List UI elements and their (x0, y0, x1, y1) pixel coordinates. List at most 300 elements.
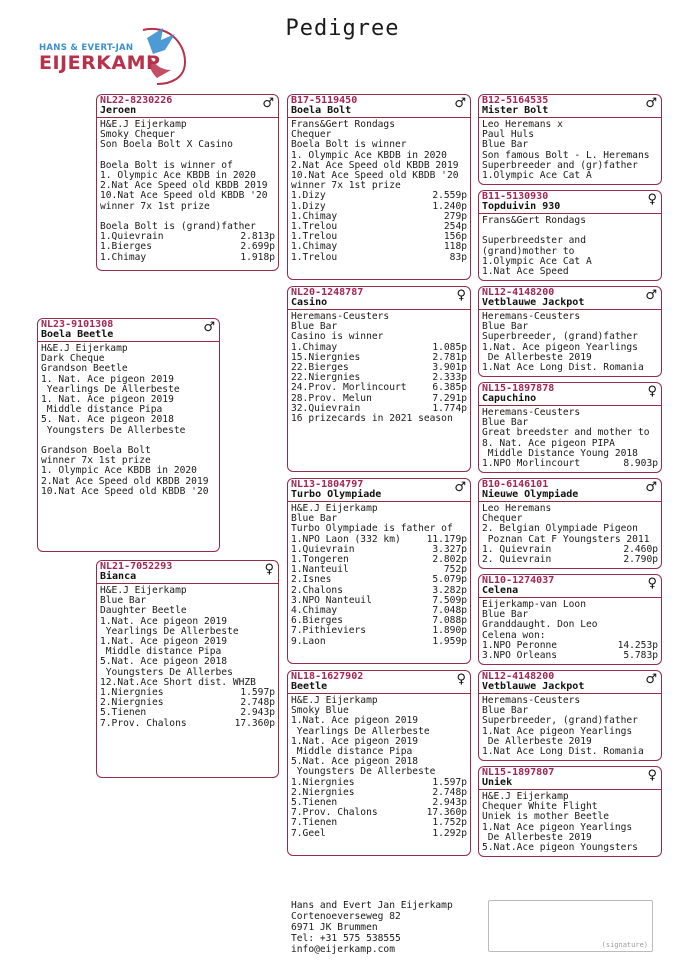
info-text: Frans&Gert Rondags (291, 119, 395, 130)
logo-line2: EIJERKAMP (39, 52, 161, 74)
info-value: 2.943p (240, 707, 275, 719)
info-text: Grandson Boela Bolt (41, 445, 151, 457)
pigeon-name: Casino (291, 297, 328, 308)
logo-line1: HANS & EVERT-JAN (39, 43, 134, 53)
info-text: 1.Dizy (291, 190, 326, 202)
info-text: Heremans-Ceusters (482, 311, 581, 322)
info-text: 1. Nat. Ace pigeon 2019 (41, 394, 174, 406)
info-text: H&E.J Eijerkamp (100, 585, 187, 596)
info-line (482, 363, 658, 373)
info-text: 1. Olympic Ace KBDB in 2020 (100, 170, 256, 181)
female-symbol-icon: ♀ (647, 192, 657, 207)
card-header (38, 319, 219, 342)
female-symbol-icon: ♀ (647, 576, 657, 591)
pedigree-card-fm (287, 286, 471, 472)
info-line (291, 637, 467, 647)
info-text: 2. Belgian Olympiade Pigeon (482, 523, 638, 535)
info-line (100, 253, 275, 263)
pedigree-card-fff (478, 94, 662, 185)
card-body (479, 502, 661, 565)
info-text: Poznan Cat F Youngsters 2011 (482, 533, 650, 545)
ring-number: NL22-8230226 (100, 95, 173, 106)
info-value: 14.253p (617, 639, 658, 651)
info-text: 10.Nat Ace Speed old KBDB '20 (100, 190, 268, 202)
info-text: 1.Trelou (291, 231, 338, 243)
info-text: 1.Trelou (291, 251, 338, 263)
ring-number: NL15-1897878 (482, 383, 555, 394)
info-value: 2.781p (432, 351, 467, 363)
card-body (479, 310, 661, 373)
info-text: Son Boela Bolt X Casino (100, 139, 233, 151)
info-text: 1.Niergnies (291, 776, 355, 788)
info-text: 32.Quievrain (291, 402, 361, 414)
info-text: De Allerbeste 2019 (482, 831, 592, 843)
address-street: Cortenoeverseweg 82 (291, 911, 401, 922)
pedigree-card-mff (478, 478, 662, 569)
info-value: 3.282p (432, 584, 467, 596)
info-text: Blue Bar (100, 595, 147, 607)
info-text: Superbreeder, (grand)father (482, 715, 638, 727)
info-text: Middle distance Pipa (41, 404, 163, 416)
info-value: 5.079p (432, 574, 467, 586)
info-value: 1.292p (432, 827, 467, 839)
info-line (482, 459, 658, 469)
info-text: 1.Niergnies (100, 687, 164, 699)
info-text: 8. Nat. Ace pigeon PIPA (482, 437, 615, 449)
ring-number: NL12-4148200 (482, 287, 555, 298)
info-text: 5.Nat. Ace pigeon 2018 (100, 656, 228, 668)
info-text: Superbreeder and (gr)father (482, 159, 638, 171)
info-text: Casino is winner (291, 331, 384, 343)
info-text: Yearlings De Allerbeste (291, 725, 430, 737)
info-value: 1.752p (432, 817, 467, 829)
info-value: 2.748p (240, 697, 275, 709)
ring-number: B11-5130930 (482, 191, 549, 202)
info-value: 3.327p (432, 543, 467, 555)
info-text: Middle distance Pipa (291, 746, 413, 758)
info-text: Youngsters De Allerbeste (41, 424, 186, 436)
info-text: Blue Bar (291, 513, 338, 525)
breeder-address (291, 900, 453, 955)
info-line (482, 171, 658, 181)
pedigree-card-subject (37, 318, 220, 552)
info-text: Blue Bar (482, 321, 529, 333)
page-title: Pedigree (285, 16, 400, 41)
info-text: 1.Nat Ace Speed (482, 266, 569, 277)
info-text: 1.Quievrain (100, 231, 164, 243)
info-text: 1.NPO Peronne (482, 639, 558, 651)
info-value: 254p (443, 221, 467, 233)
info-text: 4.Chimay (291, 605, 338, 617)
card-header (97, 95, 278, 118)
pigeon-name: Boela Beetle (41, 329, 114, 340)
info-text: Youngsters De Allerbeste (291, 766, 436, 778)
pedigree-card-mm (287, 670, 471, 856)
info-text: 2.Nat Ace Speed old KBDB 2019 (291, 159, 459, 171)
info-text: Superbreedster and (482, 235, 586, 247)
info-text: 7.Geel (291, 827, 326, 839)
pedigree-card-mother (96, 560, 279, 778)
info-text: Great breedster and mother to (482, 427, 650, 439)
info-text: Uniek is mother Beetle (482, 811, 610, 823)
info-line (41, 487, 216, 497)
info-text: 10.Nat Ace Speed old KBDB '20 (41, 485, 209, 497)
info-text: 24.Prov. Morlincourt (291, 382, 407, 394)
info-text: Smoky Chequer (100, 129, 176, 141)
info-text: 1.Nat. Ace pigeon 2019 (291, 715, 419, 727)
info-text: 1.Nat Ace Long Dist. Romania (482, 746, 644, 758)
info-text: 1.Chimay (291, 210, 338, 222)
info-text: H&E.J Eijerkamp (100, 119, 187, 130)
info-text: 5.Tienen (100, 707, 147, 719)
info-value: 7.048p (432, 605, 467, 617)
male-symbol-icon: ♂ (645, 288, 657, 303)
info-value: 752p (443, 564, 467, 576)
info-text: Youngsters De Allerbes (100, 666, 233, 678)
info-value: 8.903p (623, 458, 658, 470)
info-value: 1.918p (240, 251, 275, 263)
info-text: Eijerkamp-van Loon (482, 599, 586, 610)
male-symbol-icon: ♂ (203, 320, 215, 335)
info-line (482, 216, 658, 226)
card-body (479, 118, 661, 181)
address-city: 6971 JK Brummen (291, 922, 378, 933)
card-header (479, 575, 661, 598)
info-value: 6.385p (432, 382, 467, 394)
info-text: Heremans-Ceusters (482, 407, 581, 418)
info-text: (grand)mother to (482, 245, 575, 257)
card-header (288, 479, 470, 502)
card-header (479, 95, 661, 118)
info-line (100, 140, 275, 150)
info-line (482, 651, 658, 661)
info-value: 1.597p (432, 776, 467, 788)
card-body (288, 502, 470, 647)
card-body (288, 118, 470, 263)
info-text: 1.Nat. Ace pigeon Yearlings (482, 341, 638, 353)
info-line (291, 414, 467, 424)
info-value: 83p (449, 251, 467, 263)
pigeon-name: Mister Bolt (482, 105, 549, 116)
info-text: 1.Nanteuil (291, 564, 349, 576)
info-value: 17.360p (234, 717, 275, 729)
info-text: 22.Niergnies (291, 372, 361, 384)
info-text: H&E.J Eijerkamp (291, 695, 378, 706)
info-value: 2.333p (432, 372, 467, 384)
info-value: 1.085p (432, 341, 467, 353)
info-line (482, 747, 658, 757)
info-text: 1.Olympic Ace Cat A (482, 255, 592, 267)
info-text: H&E.J Eijerkamp (41, 343, 128, 354)
info-text: 1.Nat. Ace pigeon 2019 (291, 735, 419, 747)
info-text: Turbo Olympiade is father of (291, 523, 453, 535)
info-value: 1.240p (432, 200, 467, 212)
info-text: 2.Niergnies (100, 697, 164, 709)
info-text: De Allerbeste 2019 (482, 735, 592, 747)
pigeon-name: Bianca (100, 571, 137, 582)
female-symbol-icon: ♀ (456, 672, 466, 687)
info-line (100, 719, 275, 729)
info-text: 2. Quievrain (482, 554, 552, 566)
info-text: H&E.J Eijerkamp (482, 791, 569, 802)
info-value: 7.509p (432, 594, 467, 606)
info-line (291, 829, 467, 839)
info-line (41, 426, 216, 436)
info-text: 1. Olympic Ace KBDB in 2020 (41, 465, 197, 477)
info-text: Smoky Blue (291, 705, 349, 717)
info-text: 7.Prov. Chalons (291, 807, 378, 819)
info-text: 10.Nat Ace Speed old KBDB '20 (291, 170, 459, 182)
info-text: Chequer White Flight (482, 801, 598, 813)
info-text: 15.Niergnies (291, 351, 361, 363)
info-text: 5.Tienen (291, 797, 338, 809)
info-value: 2.460p (623, 543, 658, 555)
info-text: Grandson Beetle (41, 363, 128, 375)
info-text: 1.Bierges (100, 241, 152, 253)
info-text: Blue Bar (482, 139, 529, 151)
pigeon-name: Boela Bolt (291, 105, 352, 116)
card-body (97, 118, 278, 263)
card-header (479, 191, 661, 214)
pigeon-name: Beetle (291, 681, 328, 692)
info-value: 7.088p (432, 615, 467, 627)
info-text: 3.NPO Orleans (482, 650, 558, 662)
ring-number: B10-6146101 (482, 479, 549, 490)
ring-number: NL20-1248787 (291, 287, 364, 298)
info-text: Boela Bolt is (grand)father (100, 221, 256, 232)
info-text: Blue Bar (482, 417, 529, 429)
info-value: 5.783p (623, 650, 658, 662)
ring-number: B17-5119450 (291, 95, 358, 106)
card-body (479, 406, 661, 469)
info-text: Heremans-Ceusters (482, 695, 581, 706)
info-text: 1.Nat Ace pigeon Yearlings (482, 725, 633, 737)
card-body (97, 584, 278, 729)
info-value: 11.179p (426, 533, 467, 545)
pigeon-name: Uniek (482, 777, 513, 788)
info-value: 2.790p (623, 554, 658, 566)
pedigree-card-mmf (478, 670, 662, 761)
info-text: 1. Olympic Ace KBDB in 2020 (291, 149, 447, 161)
info-text: Blue Bar (482, 705, 529, 717)
info-value: 2.748p (432, 786, 467, 798)
info-text: Superbreeder, (grand)father (482, 331, 638, 343)
info-value: 2.943p (432, 797, 467, 809)
card-header (479, 287, 661, 310)
card-body (479, 598, 661, 661)
info-text: Paul Huls (482, 129, 534, 141)
info-text: 7.Pithieviers (291, 625, 367, 637)
info-value: 2.802p (432, 554, 467, 566)
signature-box (488, 900, 653, 952)
ring-number: NL23-9101308 (41, 319, 114, 330)
male-symbol-icon: ♂ (262, 96, 274, 111)
info-text: Boela Bolt is winner of (100, 159, 233, 171)
info-value: 3.901p (432, 362, 467, 374)
card-header (288, 671, 470, 694)
info-text: Yearlings De Allerbeste (41, 383, 180, 395)
info-text: 1.Nat Ace pigeon Yearlings (482, 821, 633, 833)
card-body (479, 790, 661, 853)
signature-label: (signature) (601, 941, 648, 949)
ring-number: NL13-1804797 (291, 479, 364, 490)
info-text: 1.Chimay (291, 241, 338, 253)
info-line (482, 843, 658, 853)
male-symbol-icon: ♂ (645, 480, 657, 495)
pedigree-card-ffm (478, 190, 662, 281)
pigeon-name: Celena (482, 585, 519, 596)
info-text: 1.NPO Laon (332 km) (291, 533, 401, 545)
info-text: 9.Laon (291, 635, 326, 647)
male-symbol-icon: ♂ (645, 96, 657, 111)
info-text: H&E.J Eijerkamp (291, 503, 378, 514)
info-text: Blue Bar (482, 609, 529, 621)
info-text: Dark Cheque (41, 353, 105, 365)
info-text: 1.Tongeren (291, 554, 349, 566)
info-text: 1.Nat. Ace pigeon 2019 (100, 636, 228, 648)
info-value: 1.597p (240, 687, 275, 699)
card-header (97, 561, 278, 584)
pigeon-name: Nieuwe Olympiade (482, 489, 579, 500)
info-text: 1.Nat Ace Long Dist. Romania (482, 362, 644, 374)
female-symbol-icon: ♀ (264, 562, 274, 577)
card-header (479, 383, 661, 406)
card-header (479, 479, 661, 502)
info-text: 3.NPO Nanteuil (291, 594, 372, 606)
info-text: 12.Nat.Ace Short dist. WHZB (100, 676, 256, 688)
pedigree-card-mf (287, 478, 471, 664)
info-text: winner 7x 1st prize (41, 455, 151, 467)
card-body (479, 694, 661, 757)
female-symbol-icon: ♀ (456, 288, 466, 303)
card-header (288, 95, 470, 118)
info-text: 2.Niergnies (291, 786, 355, 798)
male-symbol-icon: ♂ (454, 480, 466, 495)
info-line (100, 202, 275, 212)
info-text: 1.Chimay (100, 251, 147, 263)
pedigree-card-ff (287, 94, 471, 280)
info-text: 1.Chimay (291, 341, 338, 353)
info-text: Boela Bolt is winner (291, 139, 407, 151)
female-symbol-icon: ♀ (647, 768, 657, 783)
pedigree-card-fmm (478, 382, 662, 473)
pigeon-name: Jeroen (100, 105, 137, 116)
info-text: Chequer (291, 129, 332, 141)
info-value: 1.890p (432, 625, 467, 637)
info-text: Celena won: (482, 629, 546, 641)
info-text: 5. Nat. Ace pigeon 2018 (41, 414, 174, 426)
info-text: Son famous Bolt - L. Heremans (482, 149, 650, 161)
info-text: winner 7x 1st prize (100, 200, 210, 212)
info-text: winner 7x 1st prize (291, 180, 401, 192)
info-text: Leo Heremans x (482, 119, 563, 130)
info-text: Leo Heremans (482, 503, 552, 514)
ring-number: NL12-4148200 (482, 671, 555, 682)
pigeon-name: Vetblauwe Jackpot (482, 297, 585, 308)
info-text: Yearlings De Allerbeste (100, 625, 239, 637)
info-text: De Allerbeste 2019 (482, 351, 592, 363)
card-body (479, 214, 661, 277)
info-text: 1.Dizy (291, 200, 326, 212)
card-header (479, 671, 661, 694)
info-value: 118p (443, 241, 467, 253)
card-header (288, 287, 470, 310)
info-value: 1.959p (432, 635, 467, 647)
male-symbol-icon: ♂ (645, 672, 657, 687)
info-text: Daughter Beetle (100, 605, 187, 617)
info-line (482, 267, 658, 277)
pigeon-name: Vetblauwe Jackpot (482, 681, 585, 692)
info-line (291, 253, 467, 263)
info-text: 1.Quievrain (291, 543, 355, 555)
card-header (479, 767, 661, 790)
card-body (288, 694, 470, 839)
info-text: 1. Nat. Ace pigeon 2019 (41, 373, 174, 385)
info-value: 1.774p (432, 402, 467, 414)
info-value: 2.699p (240, 241, 275, 253)
pedigree-card-mmm (478, 766, 662, 857)
ring-number: NL15-1897807 (482, 767, 555, 778)
info-value: 2.813p (240, 231, 275, 243)
info-text: Frans&Gert Rondags (482, 215, 586, 226)
card-body (288, 310, 470, 424)
pedigree-card-fmf (478, 286, 662, 377)
info-value: 2.559p (432, 190, 467, 202)
pigeon-name: Capuchino (482, 393, 537, 404)
address-email[interactable]: info@eijerkamp.com (291, 944, 395, 955)
female-symbol-icon: ♀ (647, 384, 657, 399)
info-text: 1. Quievrain (482, 543, 552, 555)
address-phone: Tel: +31 575 538555 (291, 933, 401, 944)
info-text: 5.Nat.Ace pigeon Youngsters (482, 842, 638, 854)
info-text: Granddaught. Don Leo (482, 619, 598, 631)
info-text: 2.Isnes (291, 574, 332, 586)
info-value: 279p (443, 210, 467, 222)
info-text: Blue Bar (291, 321, 338, 333)
pedigree-card-mfm (478, 574, 662, 665)
info-text: 6.Bierges (291, 615, 343, 627)
info-text: 28.Prov. Melun (291, 392, 372, 404)
info-text: 1.Olympic Ace Cat A (482, 170, 592, 182)
info-text: Middle Distance Young 2018 (482, 447, 638, 459)
info-value: 156p (443, 231, 467, 243)
info-text: 1.Trelou (291, 221, 338, 233)
info-text: 2.Chalons (291, 584, 343, 596)
pedigree-card-father (96, 94, 279, 271)
info-value: 7.291p (432, 392, 467, 404)
address-name: Hans and Evert Jan Eijerkamp (291, 900, 453, 911)
info-text: 2.Nat Ace Speed old KBDB 2019 (100, 180, 268, 192)
info-text: 5.Nat. Ace pigeon 2018 (291, 756, 419, 768)
brand-logo (35, 24, 195, 86)
info-text: 7.Prov. Chalons (100, 717, 187, 729)
info-text: 2.Nat Ace Speed old KBDB 2019 (41, 475, 209, 487)
info-text: 7.Tienen (291, 817, 338, 829)
info-value: 17.360p (426, 807, 467, 819)
ring-number: B12-5164535 (482, 95, 549, 106)
info-line (482, 555, 658, 565)
info-text: Heremans-Ceusters (291, 311, 390, 322)
ring-number: NL18-1627902 (291, 671, 364, 682)
info-text: Middle distance Pipa (100, 646, 222, 658)
ring-number: NL21-7052293 (100, 561, 173, 572)
ring-number: NL10-1274037 (482, 575, 555, 586)
pigeon-name: Topduivin 930 (482, 201, 561, 212)
info-text: 1.Nat. Ace pigeon 2019 (100, 615, 228, 627)
info-text: 16 prizecards in 2021 season (291, 413, 453, 425)
info-text: 22.Bierges (291, 362, 349, 374)
info-text: Chequer (482, 513, 523, 525)
